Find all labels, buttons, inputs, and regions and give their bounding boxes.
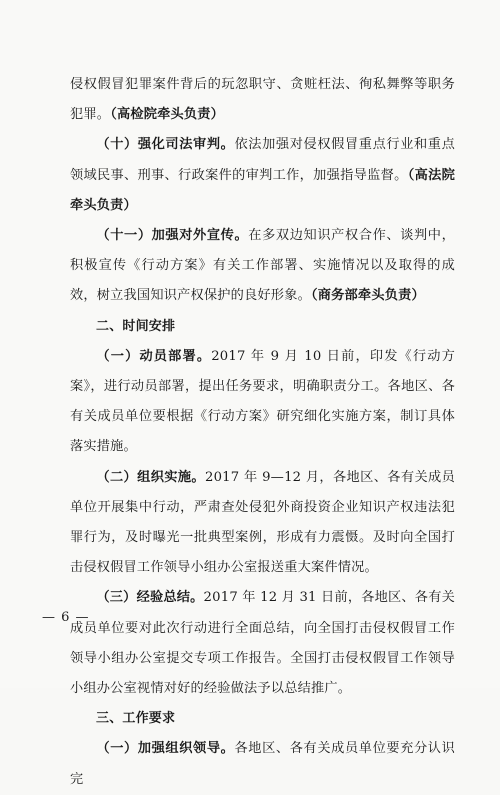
item-heading: （三）经验总结。 <box>96 590 204 606</box>
paragraph-text: 2017 年 9—12 月，各地区、各有关成员单位开展集中行动，严肃查处侵犯外商投资企业知识产权违法犯罪行为，及时曝光一批典型案例，形成有力震慑。及时向全国打击侵权假冒工作领导小组办公室报送重大案件情况。 <box>70 469 455 576</box>
item-heading: （一）动员部署。 <box>96 348 212 364</box>
section-heading-schedule: 二、时间安排 <box>96 318 176 334</box>
paragraph-continuation <box>70 70 455 130</box>
paragraph-organization <box>70 734 455 794</box>
paragraph-summary <box>70 583 455 704</box>
paragraph-text: 在多双边知识产权合作、谈判中，积极宣传《行动方案》有关工作部署、实施情况以及取得的成效，树立我国知识产权保护的良好形象。 <box>70 228 456 304</box>
body-text <box>70 70 455 795</box>
paragraph-text: 依法加强对侵权假冒重点行业和重点领域民事、刑事、行政案件的审判工作，加强指导监督。 <box>70 137 456 183</box>
responsible-unit: （商务部牵头负责） <box>310 288 425 304</box>
item-heading: （二）组织实施。 <box>96 469 205 485</box>
paragraph-text: 2017 年 12 月 31 日前，各地区、各有关成员单位要对此次行动进行全面总结，向全国打击侵权假冒工作领导小组办公室提交专项工作报告。全国打击侵权假冒工作领导小组办公室视情对好的经验做法予以总结推广。 <box>70 590 455 697</box>
paragraph-external-publicity <box>70 221 455 312</box>
paragraph-text: 各地区、各有关成员单位要充分认识完 <box>70 741 456 787</box>
paragraph-judicial-trial <box>70 130 455 221</box>
paragraph-implementation <box>70 463 455 584</box>
paragraph-mobilization <box>70 342 455 463</box>
page-number: — 6 — <box>42 610 90 625</box>
paragraph-text: 2017 年 9 月 10 日前，印发《行动方案》，进行动员部署，提出任务要求，明确职责分工。各地区、各有关成员单位要根据《行动方案》研究细化实施方案，制订具体落实措施。 <box>70 348 455 455</box>
section-heading-requirements: 三、工作要求 <box>96 711 176 727</box>
paragraph-text: 侵权假冒犯罪案件背后的玩忽职守、贪赃枉法、徇私舞弊等职务犯罪。 <box>70 77 455 123</box>
responsible-unit: （高法院牵头负责） <box>70 167 455 213</box>
item-heading: （一）加强组织领导。 <box>96 741 235 757</box>
item-heading: （十）强化司法审判。 <box>96 137 235 153</box>
item-heading: （十一）加强对外宣传。 <box>96 228 249 244</box>
responsible-unit: （高检院牵头负责） <box>110 107 225 123</box>
